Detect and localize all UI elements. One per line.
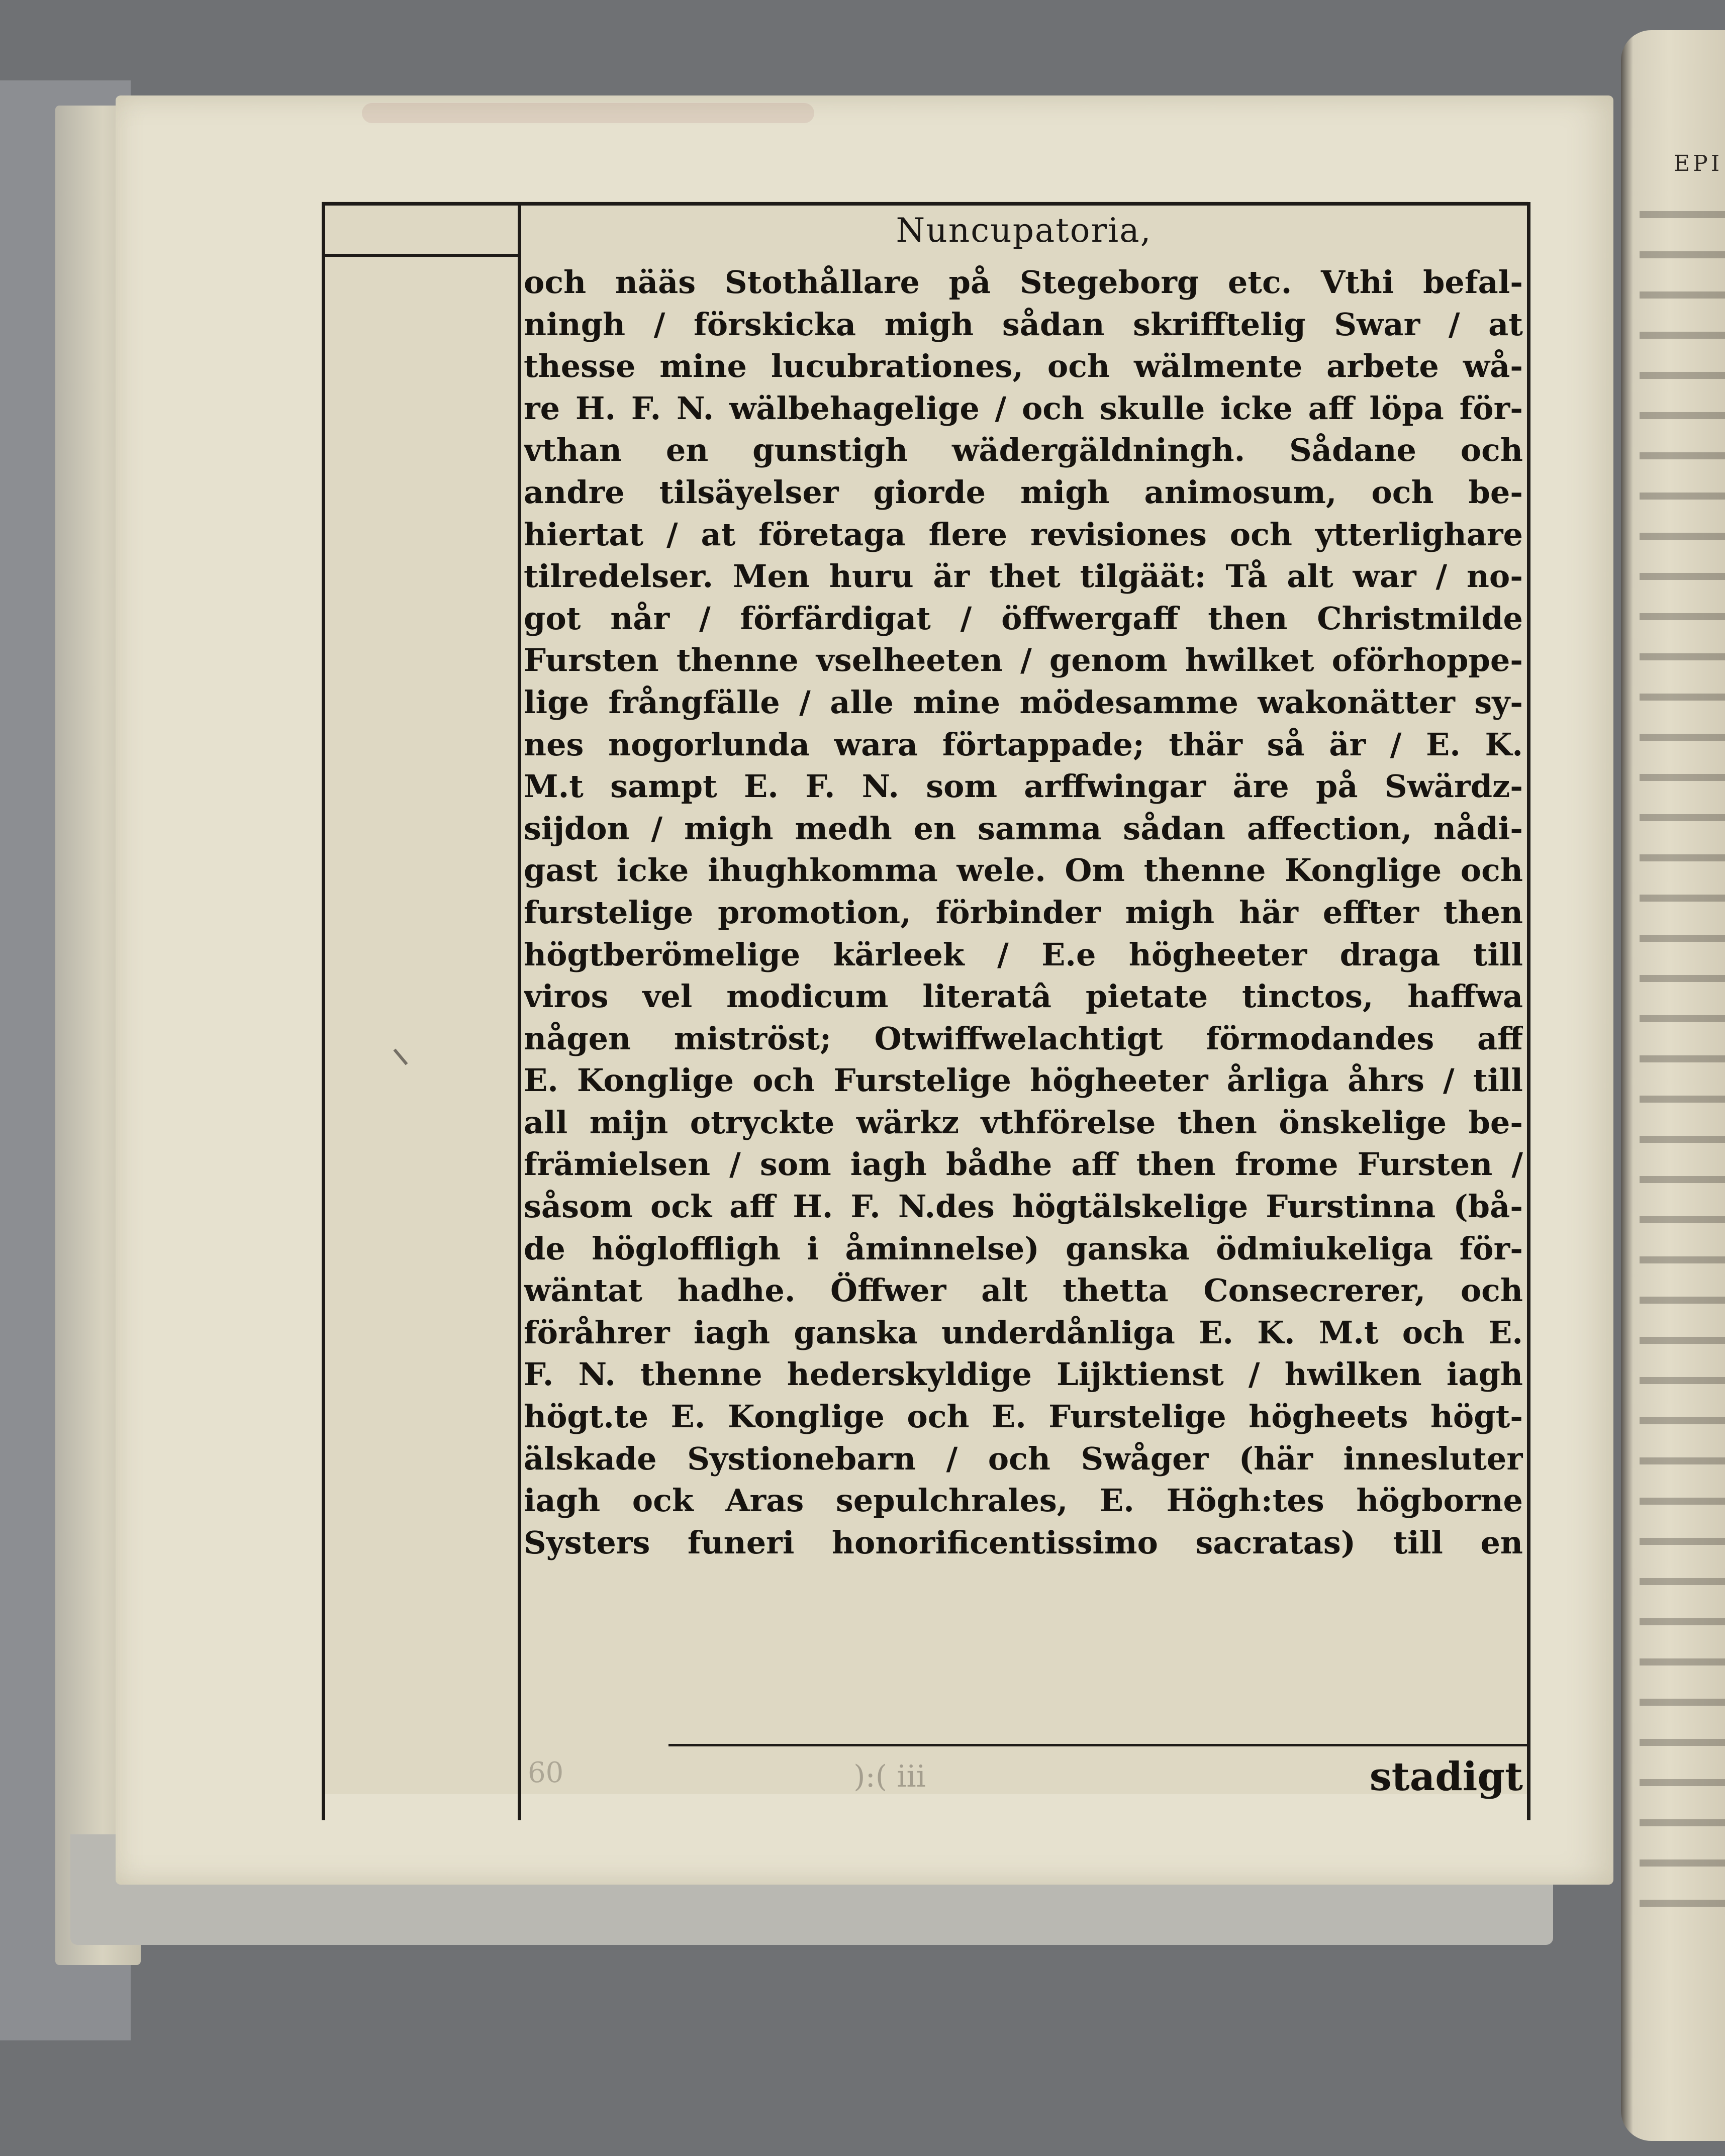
frame-left-outer-rule — [322, 202, 325, 1820]
footer-rule — [668, 1744, 1528, 1746]
facing-page-heading: EPI — [1674, 151, 1723, 176]
text-line: hiertat / at företaga flere revisiones och ytterlighare — [524, 516, 1523, 553]
text-line: Systers funeri honorificentissimo sacratas) till en — [524, 1524, 1523, 1561]
signature-mark: ):( iii — [853, 1759, 926, 1794]
text-line: Fursten thenne vselheeten / genom hwilket oförhoppe- — [524, 642, 1523, 679]
text-line: vthan en gunstigh wädergäldningh. Sådane och — [524, 432, 1523, 469]
text-line: thesse mine lucubrationes, och wälmente arbete wå- — [524, 348, 1523, 385]
text-line: got når / förfärdigat / öffwergaff then Christmilde — [524, 600, 1523, 637]
text-line: ningh / förskicka migh sådan skrifftelig Swar / at — [524, 306, 1523, 343]
frame-left-inner-rule — [518, 202, 521, 1820]
text-line: nes nogorlunda wara förtappade; thär så är / E. K. — [524, 726, 1523, 763]
text-line: viros vel modicum literatâ pietate tinctos, haffwa — [524, 978, 1523, 1015]
margin-header-rule — [325, 254, 518, 257]
catchword: stadigt — [1369, 1754, 1523, 1800]
text-line: tilredelser. Men huru är thet tilgäät: Tå alt war / no- — [524, 558, 1523, 595]
text-line: främielsen / som iagh bådhe aff then frome Fursten / — [524, 1146, 1523, 1183]
text-line: andre tilsäyelser giorde migh animosum, och be- — [524, 473, 1523, 511]
text-line: gast icke ihughkomma wele. Om thenne Konglige och — [524, 852, 1523, 889]
text-line: lige frångfälle / alle mine mödesamme wakonätter sy- — [524, 683, 1523, 721]
text-line: furstelige promotion, förbinder migh här effter then — [524, 894, 1523, 931]
text-line: sijdon / migh medh en samma sådan affection, nådi- — [524, 810, 1523, 847]
facing-page-text-lines — [1640, 211, 1725, 1920]
bleed-through-text: 60 — [528, 1756, 564, 1789]
text-line: älskade Systionebarn / och Swåger (här innesluter — [524, 1440, 1523, 1477]
text-line: någen miströst; Otwiffwelachtigt förmodandes aff — [524, 1020, 1523, 1057]
text-line: högt.te E. Konglige och E. Furstelige högheets högt- — [524, 1398, 1523, 1435]
page-stain — [362, 103, 814, 123]
running-head: Nuncupatoria, — [896, 211, 1152, 250]
text-line: de högloffligh i åminnelse) ganska ödmiukeliga för- — [524, 1230, 1523, 1267]
text-line: iagh ock Aras sepulchrales, E. Högh:tes högborne — [524, 1482, 1523, 1519]
text-line: högtberömelige kärleek / E.e högheeter draga till — [524, 936, 1523, 973]
frame-right-rule — [1527, 202, 1530, 1820]
text-line: F. N. thenne hederskyldige Lijktienst / hwilken iagh — [524, 1356, 1523, 1393]
frame-top-rule — [322, 202, 1530, 206]
text-line: re H. F. N. wälbehagelige / och skulle icke aff löpa för- — [524, 389, 1523, 427]
text-line: och nääs Stothållare på Stegeborg etc. Vthi befal- — [524, 264, 1523, 301]
text-line: föråhrer iagh ganska underdånliga E. K. M.t och E. — [524, 1314, 1523, 1351]
body-text — [524, 261, 1523, 1563]
text-line: wäntat hadhe. Öffwer alt thetta Consecrerer, och — [524, 1272, 1523, 1309]
text-line: såsom ock aff H. F. N.des högtälskelige Furstinna (bå- — [524, 1188, 1523, 1225]
text-line: all mijn otryckte wärkz vthförelse then önskelige be- — [524, 1104, 1523, 1141]
text-line: E. Konglige och Furstelige högheeter årliga åhrs / till — [524, 1062, 1523, 1099]
text-line: M.t sampt E. F. N. som arffwingar äre på Swärdz- — [524, 768, 1523, 805]
